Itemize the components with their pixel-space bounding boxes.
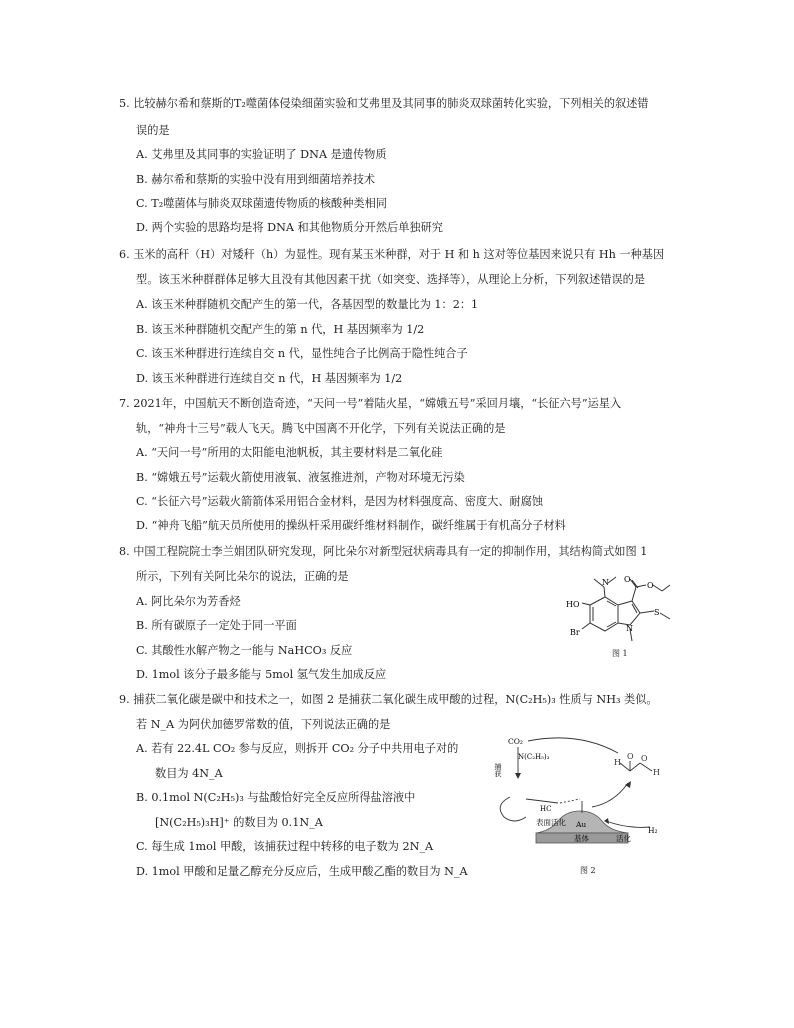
q8-option-d: D. 1mol 该分子最多能与 5mol 氢气发生加成反应 — [136, 668, 387, 681]
atom-br: Br — [570, 628, 580, 637]
q6-option-d: D. 该玉米种群进行连续自交 n 代，H 基因频率为 1/2 — [136, 372, 403, 385]
q7-option-c: C. “长征六号”运载火箭箭体采用铝合金材料，是因为材料强度高、密度大、耐腐蚀 — [136, 495, 544, 508]
q7-stem-line2: 轨，“神舟十三号”载人飞天。腾飞中国离不开化学，下列有关说法正确的是 — [136, 422, 506, 435]
q5-option-b: B. 赫尔希和蔡斯的实验中没有用到细菌培养技术 — [136, 173, 376, 186]
svg-text:O: O — [641, 754, 648, 763]
atom-s: S — [654, 608, 660, 617]
figure-2-caption: 图 2 — [580, 866, 596, 875]
q9-option-b-line1: B. 0.1mol N(C₂H₅)₃ 与盐酸恰好完全反应所得盐溶液中 — [136, 791, 416, 804]
label-co2: CO₂ — [508, 737, 523, 746]
atom-o-carbonyl: O — [624, 575, 631, 584]
q9-stem-line2: 若 N_A 为阿伏加德罗常数的值，下列说法正确的是 — [136, 718, 391, 731]
svg-text:H: H — [653, 768, 660, 777]
q6-stem-line1: 6. 玉米的高秆（H）对矮秆（h）为显性。现有某玉米种群，对于 H 和 h 这对等位基因来说只有 Hh 一种基因 — [119, 248, 665, 261]
label-substrate: 基体 — [574, 834, 589, 843]
q9-stem-line1: 9. 捕获二氧化碳是碳中和技术之一，如图 2 是捕获二氧化碳生成甲酸的过程，N(C₂H₅)₃ 性质与 NH₃ 类似。 — [119, 693, 658, 706]
figure-1-caption: 图 1 — [612, 649, 628, 658]
q8-stem-line1: 8. 中国工程院院士李兰娟团队研究发现，阿比朵尔对新型冠状病毒具有一定的抑制作用，其结构简式如图 1 — [119, 545, 648, 558]
q7-stem-line1: 7. 2021年，中国航天不断创造奇迹，“天问一号”着陆火星，“嫦娥五号”采回月壤，“长征六号”运星入 — [119, 397, 622, 410]
q6-option-a: A. 该玉米种群随机交配产生的第一代，各基因型的数量比为 1：2：1 — [136, 298, 479, 311]
q8-option-c: C. 其酸性水解产物之一能与 NaHCO₃ 反应 — [136, 644, 353, 657]
benzene-ring — [590, 597, 618, 631]
q5-stem-line1: 5. 比较赫尔希和蔡斯的T₂噬菌体侵染细菌实验和艾弗里及其同事的肺炎双球菌转化实验，下列相关的叙述错 — [119, 97, 649, 110]
label-activation: 活化 — [616, 834, 631, 843]
q7-option-d: D. “神舟飞船”航天员所使用的操纵杆采用碳纤维材料制作，碳纤维属于有机高分子材料 — [136, 519, 566, 532]
q8-stem-line2: 所示，下列有关阿比朵尔的说法，正确的是 — [136, 570, 349, 583]
atom-ho: HO — [566, 600, 580, 609]
label-hc: HC — [540, 805, 552, 813]
svg-text:O: O — [627, 752, 634, 761]
q7-option-b: B. “嫦娥五号”运载火箭使用液氧、液氢推进剂，产物对环境无污染 — [136, 471, 465, 484]
q8-option-b: B. 所有碳原子一定处于同一平面 — [136, 619, 297, 632]
figure-2-co2-capture-diagram — [488, 733, 678, 858]
q6-option-c: C. 该玉米种群进行连续自交 n 代，显性纯合子比例高于隐性纯合子 — [136, 347, 468, 360]
svg-text:H: H — [614, 758, 621, 767]
atom-n-ring: N — [626, 624, 633, 633]
q9-option-d: D. 1mol 甲酸和足量乙醇充分反应后，生成甲酸乙酯的数目为 N_A — [136, 865, 468, 878]
q7-option-a: A. “天问一号”所用的太阳能电池帆板，其主要材料是二氧化硅 — [136, 446, 443, 459]
q9-option-a-line1: A. 若有 22.4L CO₂ 参与反应，则拆开 CO₂ 分子中共用电子对的 — [136, 742, 459, 755]
q9-option-a-line2: 数目为 4N_A — [155, 767, 223, 780]
label-net: N(C₂H₅)₃ — [518, 753, 550, 761]
label-au: Au — [576, 820, 587, 829]
q6-option-b: B. 该玉米种群随机交配产生的第 n 代，H 基因频率为 1/2 — [136, 323, 425, 336]
q9-option-b-line2: [N(C₂H₅)₃H]⁺ 的数目为 0.1N_A — [155, 816, 323, 829]
q8-option-a: A. 阿比朵尔为芳香烃 — [136, 595, 241, 608]
q6-stem-line2: 型。该玉米种群群体足够大且没有其他因素干扰（如突变、选择等），从理论上分析，下列叙述错误的是 — [136, 273, 646, 286]
label-capture: 捕获 — [494, 763, 502, 777]
q5-option-a: A. 艾弗里及其同事的实验证明了 DNA 是遗传物质 — [136, 148, 387, 161]
q5-option-d: D. 两个实验的思路均是将 DNA 和其他物质分开然后单独研究 — [136, 221, 443, 234]
label-surface-activation: 表面活化 — [536, 818, 566, 827]
atom-n-dimethyl: N — [602, 578, 609, 587]
q5-stem-line2: 误的是 — [136, 124, 170, 137]
q9-option-c: C. 每生成 1mol 甲酸，该捕获过程中转移的电子数为 2N_A — [136, 840, 434, 853]
label-h2: H₂ — [648, 826, 658, 835]
atom-o-ester: O — [647, 581, 654, 590]
q5-option-c: C. T₂噬菌体与肺炎双球菌遗传物质的核酸种类相同 — [136, 197, 387, 210]
